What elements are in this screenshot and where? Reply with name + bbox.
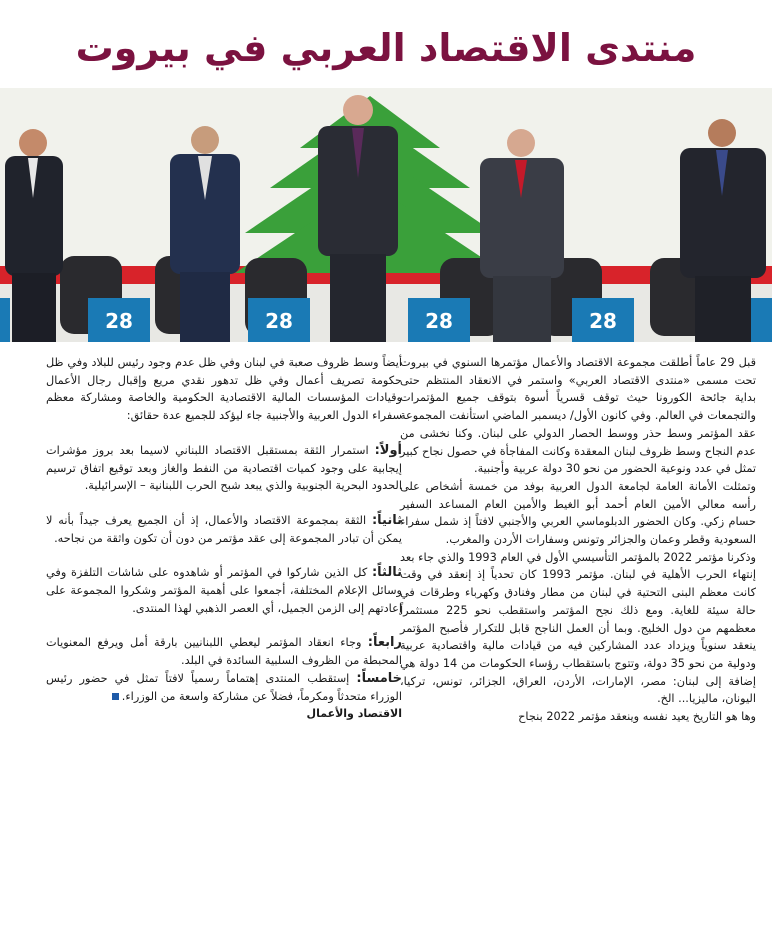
point-paragraph bbox=[46, 442, 402, 495]
paragraph: وتمثلت الأمانة العامة لجامعة الدول العربية بوفد من خمسة أشخاص على رأسه معالي الأمين العام أحمد أبو الغيط والأمين العام المساعد السفير حسام زكي. وكان الحضور الدبلوماسي العربي والأجنبي لافتاً إذ شمل سفراء السعودية وقطر وعمان والجزائر وتونس وسفارات الأردن والمغرب. bbox=[400, 479, 756, 547]
svg-text:28: 28 bbox=[425, 309, 453, 333]
point-paragraph bbox=[46, 670, 402, 705]
point-text: استمرار الثقة بمستقبل الاقتصاد اللبناني لاسيما بعد بروز مؤشرات إيجابية على وجود كميات اقتصادية من النفط والغاز وبعد توقيع اتفاق ترسيم الحدود البحرية الجنوبية والذي يبعد شبح الحرب اللبنانية – الإسرائيلية. bbox=[46, 443, 402, 493]
paragraph: وها هو التاريخ يعيد نفسه وينعقد مؤتمر 2022 بنجاح bbox=[518, 710, 756, 724]
point-lead: رابعاً: bbox=[367, 635, 402, 651]
event-photo bbox=[0, 88, 772, 342]
point-text: إستقطب المنتدى إهتماماً رسمياً لافتاً تمثل في حضور رئيس الوزراء متحدثاً ومكرماً، فضلاً عن مشاركة واسعة من الوزراء. bbox=[46, 671, 402, 703]
point-lead: أولاً: bbox=[374, 442, 402, 458]
podium-logo-text: 28 bbox=[105, 309, 133, 333]
left-column bbox=[46, 354, 402, 723]
point-lead: ثانياً: bbox=[371, 512, 402, 528]
point-lead: ثالثاً: bbox=[371, 565, 402, 581]
end-mark-icon bbox=[112, 693, 119, 700]
point-paragraph bbox=[46, 564, 402, 617]
point-text: الثقة بمجموعة الاقتصاد والأعمال، إذ أن الجميع يعرف جيداً بأنه لا يمكن أن تبادر المجموعة إلى عقد مؤتمر من دون أن تكون واثقة من نجاحه. bbox=[46, 513, 402, 545]
intro-paragraph: أيضاً وسط ظروف صعبة في لبنان وفي ظل عدم وجود رئيس للبلاد وفي ظل حكومة تصريف أعمال وفي ظل تدهور نقدي مريع وإقبال رجال الأعمال وقيادات المؤسسات المالية الاقتصادية الحكومية والخاصة ومشاركة معظم سفراء الدول العربية والأجنبية جاء ليؤكد للجميع عدة حقائق: bbox=[46, 356, 402, 423]
point-text: وجاء انعقاد المؤتمر ليعطي اللبنانيين بارقة أمل ويرفع المعنويات المحبطة من الظروف السلبية السائدة في البلد. bbox=[46, 636, 402, 668]
right-column bbox=[400, 354, 756, 726]
point-lead: خامساً: bbox=[356, 670, 402, 686]
svg-text:28: 28 bbox=[265, 309, 293, 333]
byline: الاقتصاد والأعمال bbox=[306, 707, 402, 721]
point-paragraph bbox=[46, 512, 402, 547]
point-paragraph bbox=[46, 634, 402, 669]
svg-text:28: 28 bbox=[589, 309, 617, 333]
headline: منتدى الاقتصاد العربي في بيروت bbox=[75, 26, 697, 70]
point-text: كل الذين شاركوا في المؤتمر أو شاهدوه على شاشات التلفزة وفي وسائل الإعلام المختلفة، أجمعوا على أهمية المؤتمر وشكروا المجموعة على إعادتهم إلى الزمن الجميل، أي العصر الذهبي لهذا المنتدى. bbox=[46, 566, 402, 615]
paragraph: قبل 29 عاماً أطلقت مجموعة الاقتصاد والأعمال مؤتمرها السنوي في بيروت تحت مسمى «منتدى الاقتصاد العربي» واستمر في الانعقاد المنتظم حتى بداية جائحة الكورونا حيث توقف قسرياً أسوة بتوقف جميع المؤتمرات والتجمعات في العالم. وفي كانون الأول/ ديسمبر الماضي استأنفت المجموعة عقد المؤتمر وسط حذر ووسط الحصار الدولي على لبنان. وكنا نخشى من عدم النجاح وسط ظروف لبنان المعقدة وكانت المفاجأة في حصول نجاح كبير تمثل في عدد ونوعية الحضور من نحو 30 دولة عربية وأجنبية. bbox=[400, 356, 756, 476]
paragraph: وذكرنا مؤتمر 2022 بالمؤتمر التأسيسي الأول في العام 1993 والذي جاء بعد إنتهاء الحرب الأهلية في لبنان. مؤتمر 1993 كان تحدياً إذ إنعقد في وقت كانت معظم البنى التحتية في لبنان من مطار وفنادق وكهرباء وطرقات في حالة سيئة للغاية. ومع ذلك نجح المؤتمر واستقطب نحو 225 مستثمراً معظمهم من دول الخليج. وبما أن العمل الناجح قابل للتكرار فأصبح المؤتمر ينعقد سنوياً ويزداد عدد المشاركين فيه من قيادات مالية واقتصادية عربية ودولية من نحو 35 دولة، وتتوج باستقطاب رؤساء الحكومات من 14 دولة هي إضافة إلى لبنان: مصر، الإمارات، الأردن، العراق، الجزائر، تونس، تركيا، اليونان، ماليزيا... الخ. bbox=[400, 550, 756, 706]
